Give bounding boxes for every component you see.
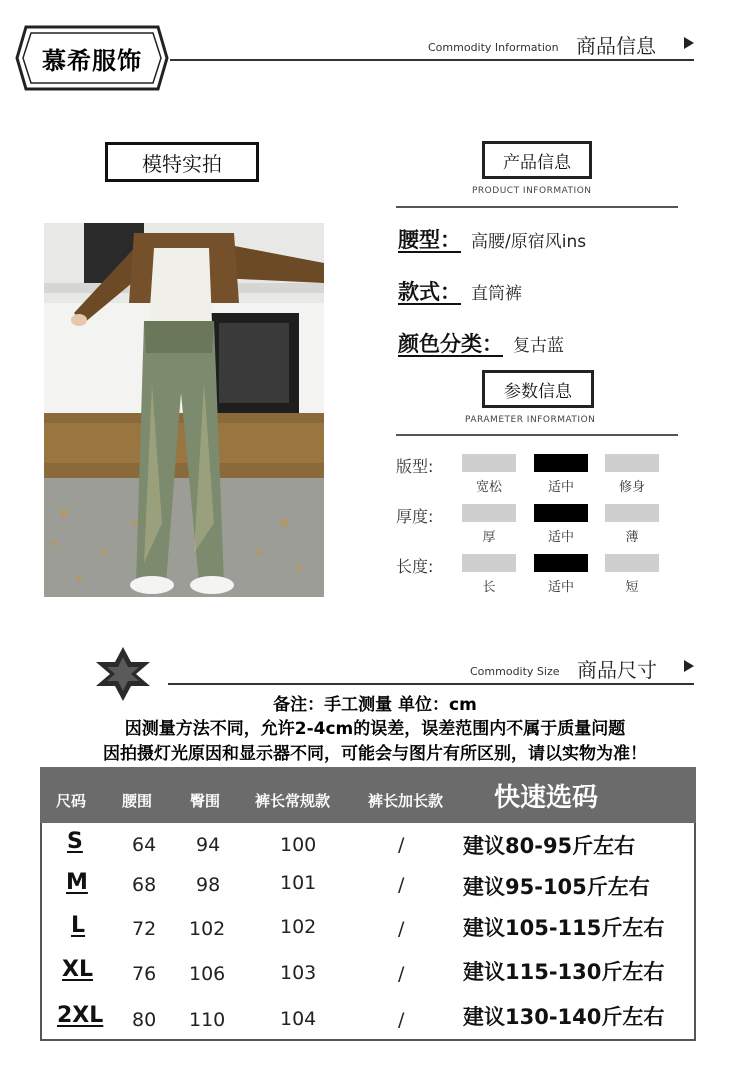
- param-option: 薄: [625, 530, 639, 545]
- length-long-value: /: [398, 963, 405, 985]
- note-line-3: 因拍摄灯光原因和显示器不同，可能会与图片有所区别，请以实物为准！: [103, 744, 647, 764]
- product-info-en: PRODUCT INFORMATION: [472, 186, 592, 196]
- size-recommendation: 建议80-95斤左右: [463, 834, 636, 858]
- length-regular-value: 103: [280, 962, 317, 984]
- length-long-value: /: [398, 834, 405, 856]
- param-bar: [605, 554, 659, 572]
- product-info-title: 产品信息: [482, 141, 592, 179]
- param-option: 长: [482, 580, 496, 595]
- model-photo-label: 模特实拍: [105, 142, 259, 182]
- brand-logo: [14, 24, 170, 92]
- attribute-key: 款式：: [398, 280, 461, 304]
- attribute-value: 复古蓝: [513, 336, 564, 356]
- col-header-quick-select: 快速选码: [494, 783, 599, 813]
- param-option: 厚: [482, 530, 496, 545]
- col-header-size: 尺码: [56, 792, 87, 810]
- size-header-divider: [168, 683, 694, 685]
- col-header-hip: 臀围: [190, 792, 221, 810]
- col-header-length-regular: 裤长常规款: [255, 792, 331, 810]
- length-regular-value: 104: [280, 1008, 317, 1030]
- hip-value: 94: [196, 834, 221, 856]
- note-line-1: 备注：手工测量 单位：cm: [273, 695, 477, 715]
- length-long-value: /: [398, 1009, 405, 1031]
- product-info-divider: [396, 206, 678, 208]
- waist-value: 72: [132, 918, 157, 940]
- hip-value: 106: [189, 963, 226, 985]
- length-long-value: /: [398, 874, 405, 896]
- param-option: 短: [625, 580, 639, 595]
- size-recommendation: 建议95-105斤左右: [463, 875, 650, 899]
- size-name: M: [66, 870, 88, 895]
- length-regular-value: 101: [280, 872, 317, 894]
- param-bar: [462, 454, 516, 472]
- header-divider: [170, 59, 694, 61]
- param-label: 版型:: [396, 457, 434, 476]
- param-bar-selected: [534, 454, 588, 472]
- param-label: 厚度:: [396, 507, 434, 526]
- waist-value: 68: [132, 874, 157, 896]
- arrow-right-icon: [684, 660, 694, 672]
- size-name: 2XL: [57, 1003, 104, 1028]
- attribute-key: 颜色分类：: [398, 332, 503, 356]
- param-bar-selected: [534, 554, 588, 572]
- size-recommendation: 建议115-130斤左右: [463, 960, 665, 984]
- note-line-2: 因测量方法不同，允许2-4cm的误差，误差范围内不属于质量问题: [124, 719, 626, 739]
- col-header-length-long: 裤长加长款: [368, 792, 444, 810]
- header-info-en: Commodity Information: [428, 41, 559, 54]
- hip-value: 110: [189, 1009, 226, 1031]
- param-bar: [462, 504, 516, 522]
- param-bar: [462, 554, 516, 572]
- param-option: 适中: [547, 530, 574, 545]
- hip-value: 98: [196, 874, 221, 896]
- parameter-info-title: 参数信息: [482, 370, 594, 408]
- parameter-info-en: PARAMETER INFORMATION: [465, 415, 596, 425]
- param-option: 修身: [618, 480, 645, 495]
- param-option: 宽松: [475, 480, 502, 495]
- size-name: L: [71, 913, 86, 938]
- param-option: 适中: [547, 580, 574, 595]
- param-bar: [605, 504, 659, 522]
- hip-value: 102: [189, 918, 226, 940]
- length-long-value: /: [398, 918, 405, 940]
- attribute-value: 高腰/原宿风ins: [471, 232, 587, 252]
- size-header-en: Commodity Size: [470, 665, 560, 678]
- attribute-value: 直筒裤: [471, 284, 522, 304]
- arrow-right-icon: [684, 37, 694, 49]
- length-regular-value: 100: [280, 834, 317, 856]
- param-label: 长度:: [396, 557, 434, 576]
- size-header-cn: 商品尺寸: [577, 658, 657, 682]
- size-name: XL: [62, 957, 93, 982]
- attribute-row-color: [398, 328, 564, 358]
- header-info-cn: 商品信息: [576, 34, 656, 58]
- waist-value: 64: [132, 834, 157, 856]
- brand-name: 慕希服饰: [42, 46, 142, 75]
- attribute-row-waist: [398, 224, 586, 254]
- size-name: S: [67, 829, 83, 854]
- waist-value: 76: [132, 963, 157, 985]
- param-option: 适中: [547, 480, 574, 495]
- attribute-row-style: [398, 276, 522, 306]
- param-bar-selected: [534, 504, 588, 522]
- col-header-waist: 腰围: [122, 792, 153, 810]
- size-recommendation: 建议130-140斤左右: [463, 1005, 665, 1029]
- parameter-info-divider: [396, 434, 678, 436]
- param-bar: [605, 454, 659, 472]
- waist-value: 80: [132, 1009, 157, 1031]
- model-photo: [44, 223, 324, 597]
- attribute-key: 腰型：: [398, 228, 461, 252]
- length-regular-value: 102: [280, 916, 317, 938]
- size-recommendation: 建议105-115斤左右: [463, 916, 665, 940]
